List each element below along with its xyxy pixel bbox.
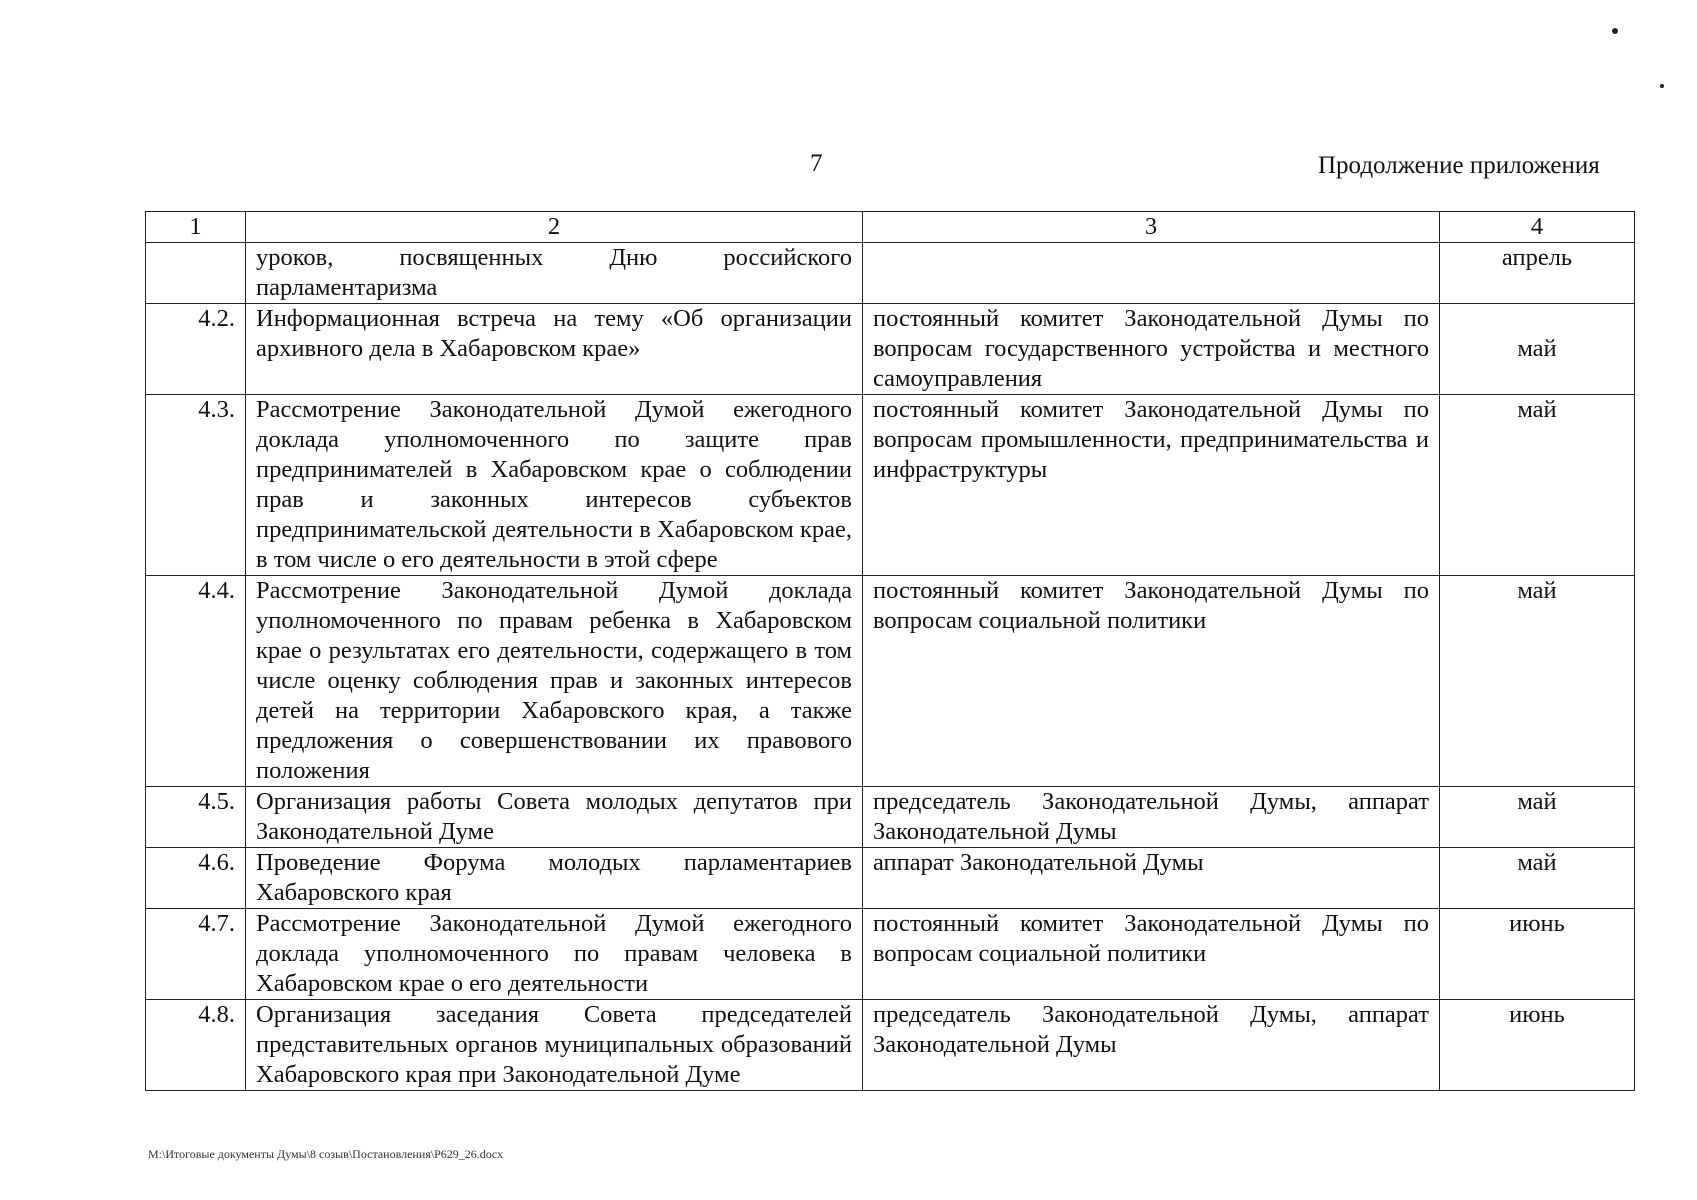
- item-number: 4.7.: [146, 909, 246, 1000]
- column-header-4: 4: [1440, 212, 1635, 243]
- table-row: [146, 243, 1635, 304]
- table-row: [146, 787, 1635, 848]
- appendix-continuation-label: Продолжение приложения: [1318, 152, 1600, 179]
- event-description: Рассмотрение Законодательной Думой ежегодного доклада уполномоченного по защите прав предпринимателей в Хабаровском крае о соблюдении прав и законных интересов субъектов предпринимательской деятельности в Хабаровском крае, в том числе о его деятельности в этой сфере: [246, 395, 863, 576]
- deadline: июнь: [1440, 909, 1635, 1000]
- deadline: май: [1440, 395, 1635, 576]
- responsible-party: постоянный комитет Законодательной Думы по вопросам государственного устройства и местного самоуправления: [863, 304, 1440, 395]
- table-row: [146, 848, 1635, 909]
- event-description: Информационная встреча на тему «Об организации архивного дела в Хабаровском крае»: [246, 304, 863, 395]
- item-number: 4.4.: [146, 576, 246, 787]
- responsible-party: постоянный комитет Законодательной Думы по вопросам социальной политики: [863, 576, 1440, 787]
- column-header-3: 3: [863, 212, 1440, 243]
- table-row: [146, 304, 1635, 395]
- item-number: 4.3.: [146, 395, 246, 576]
- event-description: Рассмотрение Законодательной Думой доклада уполномоченного по правам ребенка в Хабаровском крае о результатах его деятельности, содержащего в том числе оценку соблюдения прав и законных интересов детей на территории Хабаровского края, а также предложения о совершенствовании их правового положения: [246, 576, 863, 787]
- deadline: апрель: [1440, 243, 1635, 304]
- page-number: 7: [810, 150, 823, 177]
- deadline: май: [1440, 304, 1635, 395]
- item-number: 4.6.: [146, 848, 246, 909]
- deadline: май: [1440, 848, 1635, 909]
- column-number-row: [146, 212, 1635, 243]
- responsible-party: постоянный комитет Законодательной Думы по вопросам социальной политики: [863, 909, 1440, 1000]
- event-description: уроков, посвященных Дню российского парламентаризма: [246, 243, 863, 304]
- table-row: [146, 909, 1635, 1000]
- deadline: май: [1440, 576, 1635, 787]
- event-description: Организация заседания Совета председателей представительных органов муниципальных образований Хабаровского края при Законодательной Думе: [246, 1000, 863, 1091]
- deadline: июнь: [1440, 1000, 1635, 1091]
- table-row: [146, 1000, 1635, 1091]
- responsible-party: [863, 243, 1440, 304]
- item-number: 4.8.: [146, 1000, 246, 1091]
- deadline: май: [1440, 787, 1635, 848]
- responsible-party: постоянный комитет Законодательной Думы по вопросам промышленности, предпринимательства и инфраструктуры: [863, 395, 1440, 576]
- item-number: [146, 243, 246, 304]
- column-header-2: 2: [246, 212, 863, 243]
- item-number: 4.5.: [146, 787, 246, 848]
- event-description: Проведение Форума молодых парламентариев Хабаровского края: [246, 848, 863, 909]
- table-row: [146, 576, 1635, 787]
- scan-artifact: [1612, 28, 1618, 34]
- table-row: [146, 395, 1635, 576]
- document-file-path: М:\Итоговые документы Думы\8 созыв\Постановления\Р629_26.docx: [148, 1147, 504, 1161]
- column-header-1: 1: [146, 212, 246, 243]
- scan-artifact: [1660, 84, 1664, 88]
- responsible-party: председатель Законодательной Думы, аппарат Законодательной Думы: [863, 787, 1440, 848]
- responsible-party: аппарат Законодательной Думы: [863, 848, 1440, 909]
- responsible-party: председатель Законодательной Думы, аппарат Законодательной Думы: [863, 1000, 1440, 1091]
- item-number: 4.2.: [146, 304, 246, 395]
- plan-table: [145, 211, 1635, 1091]
- event-description: Организация работы Совета молодых депутатов при Законодательной Думе: [246, 787, 863, 848]
- event-description: Рассмотрение Законодательной Думой ежегодного доклада уполномоченного по правам человека в Хабаровском крае о его деятельности: [246, 909, 863, 1000]
